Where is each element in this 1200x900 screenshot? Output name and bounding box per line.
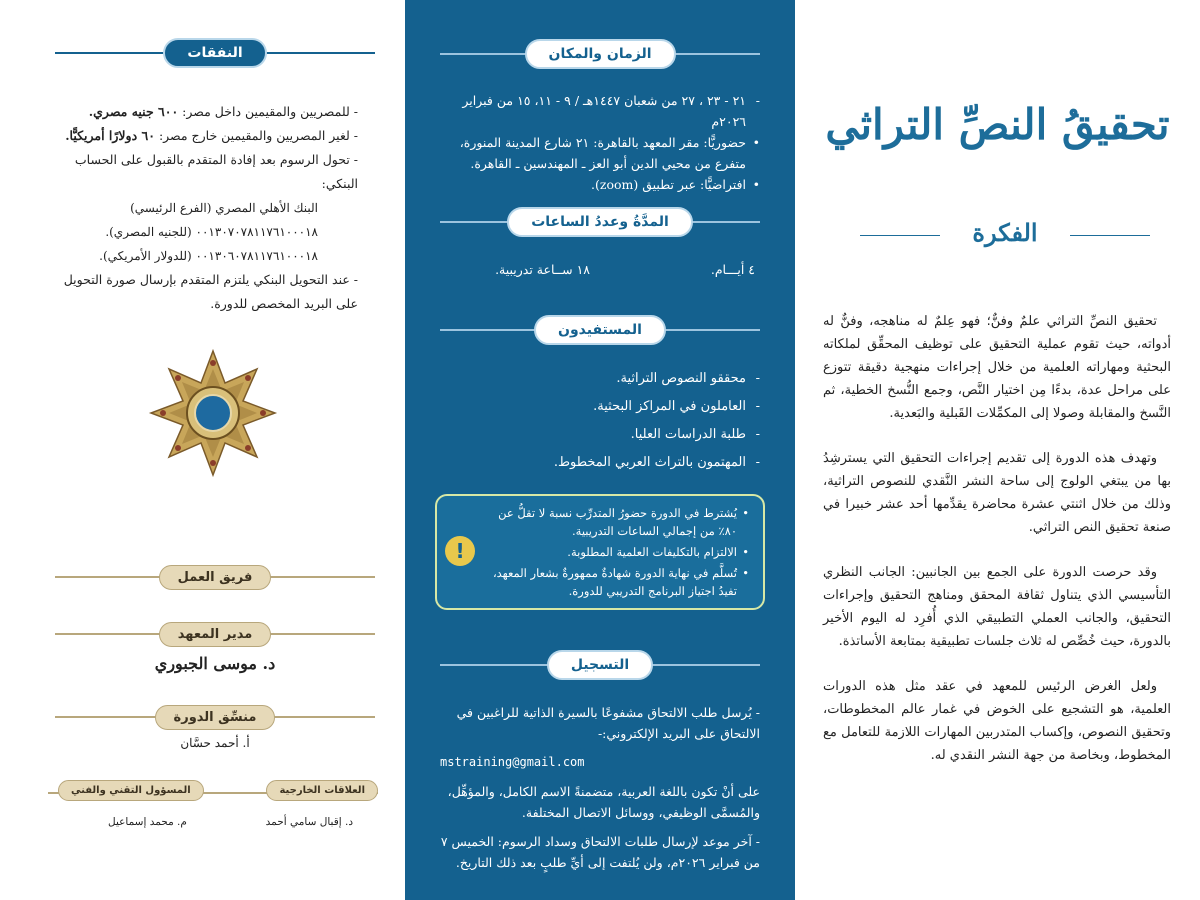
registration-line: - يُرسل طلب الالتحاق مشفوعًا بالسيرة الذاتية للراغبين في الالتحاق على البريد الإلكتروني:- bbox=[456, 705, 760, 741]
requirement-item: • يُشترط في الدورة حضورُ المتدرِّب نسبة لا تقلُّ عن ٨٠٪ من إجمالي الساعات التدريبية. bbox=[479, 504, 749, 540]
beneficiary-item: - طلبة الدراسات العليا. bbox=[440, 421, 760, 449]
external-relations-label: العلاقات الخارجية bbox=[266, 780, 378, 801]
fees-foreign-price: ٦٠ دولارًا أمريكيًّا. bbox=[65, 128, 155, 143]
coordinator-label: منسِّق الدورة bbox=[155, 705, 276, 730]
warning-icon: ! bbox=[445, 536, 475, 566]
duration-days: ٤ أيـــام. bbox=[710, 262, 755, 277]
cover-panel bbox=[795, 0, 1200, 900]
idea-paragraph: تحقيق النصِّ التراثي علمٌ وفنٌّ؛ فهو عِلمٌ له مناهجه، وفنٌّ له أدواته، حيث تقوم عملية التحقيق على توظيف المحقِّق لملكاته البحثية ومهاراته العلمية من خلال إجراءات منهجية دقيقة تتوزع على مراحل عدة، بدءًا مِن اختيار النَّص، وجمع النُّسخ الخطية، ثم النَّسخ والمقابلة وصولا إلى المكمِّلات القَبلية والبَعدية. bbox=[823, 314, 1171, 421]
duration-values bbox=[405, 262, 795, 284]
bank-name: البنك الأهلي المصري (الفرع الرئيسي) bbox=[130, 201, 318, 215]
team-heading-row bbox=[55, 560, 375, 594]
fees-transfer-line: - تحول الرسوم بعد إفادة المتقدم بالقبول على الحساب البنكي: bbox=[74, 152, 358, 191]
requirement-item: • تُسلَّم في نهاية الدورة شهادةٌ ممهورةٌ بشعار المعهد، تفيدُ اجتياز البرنامج التدريبي للدورة. bbox=[479, 564, 749, 600]
fees-egypt-label: - للمصريين والمقيمين داخل مصر: bbox=[182, 104, 358, 119]
beneficiary-item: - العاملون في المراكز البحثية. bbox=[440, 393, 760, 421]
fees-egypt-line bbox=[40, 100, 358, 124]
online-location: • افتراضيًّا: عبر تطبيق (zoom). bbox=[440, 174, 760, 195]
registration-email-link[interactable]: mstraining@gmail.com bbox=[440, 755, 585, 769]
requirement-item: • الالتزام بالتكليفات العلمية المطلوبة. bbox=[479, 543, 749, 561]
duration-heading: المدَّةُ وعددُ الساعات bbox=[507, 207, 693, 237]
course-dates: - ٢١ - ٢٣ ، ٢٧ من شعبان ١٤٤٧هـ / ٩ - ١١، ١٥ من فبراير ٢٠٢٦م bbox=[440, 90, 760, 132]
beneficiaries-section bbox=[405, 313, 795, 347]
director-heading-row bbox=[55, 617, 375, 651]
fees-heading-row bbox=[55, 36, 375, 70]
team-heading: فريق العمل bbox=[159, 565, 272, 590]
fees-list bbox=[40, 100, 358, 316]
bank-account-egp: ٠٠١٣٠٧٠٧٨١١٧٦١٠٠٠١٨ (للجنيه المصري). bbox=[105, 225, 318, 239]
director-name: د. موسى الجبوري bbox=[154, 654, 276, 673]
beneficiaries-list bbox=[440, 365, 760, 477]
registration-requirements: على أنْ تكون باللغة العربية، متضمنةً الاسم الكامل، والمؤهِّل، والمُسمَّى الوظيفي، ووسائل الاتصال المختلفة. bbox=[447, 784, 760, 820]
course-info-panel bbox=[405, 0, 795, 900]
course-title-text: تحقيقُ النصِّ التراثي bbox=[825, 100, 1170, 149]
requirements-notice-box bbox=[435, 494, 765, 610]
idea-paragraph: ولعل الغرض الرئيس للمعهد في عقد مثل هذه الدورات العلمية، هو التشجيع على الخوض في غمار عالم المخطوطات، وتحقيق النصوص، وإكساب المتدربين المهارات اللازمة للتعامل مع المخطوط، وبخاصة من جهة النشر النقدي له. bbox=[823, 679, 1171, 763]
staff-heading-row bbox=[48, 778, 378, 808]
staff-names-row bbox=[48, 816, 378, 836]
tech-officer-label: المسؤول التقني والفني bbox=[58, 780, 204, 801]
idea-heading-row bbox=[860, 218, 1150, 254]
idea-body bbox=[823, 310, 1171, 789]
external-relations-name: د. إقبال سامي أحمد bbox=[265, 816, 353, 828]
idea-heading: الفكرة bbox=[972, 218, 1038, 247]
director-label: مدير المعهد bbox=[159, 622, 272, 647]
fees-egypt-price: ٦٠٠ جنيه مصري. bbox=[88, 104, 179, 119]
coordinator-heading-row bbox=[55, 700, 375, 734]
fees-foreign-label: - لغير المصريين والمقيمين خارج مصر: bbox=[158, 128, 358, 143]
registration-section bbox=[405, 648, 795, 682]
duration-section bbox=[405, 205, 795, 239]
idea-paragraph: وتهدف هذه الدورة إلى تقديم إجراءات التحقيق التي يسترشِدُ بها من يبتغي الولوج إلى ساحة النشر النَّقدي للنصوص التراثية، وذلك من خلال اثنتي عشرة محاضرة يقدِّمها أحد عشر خبيرا في صنعة تحقيق النص التراثي. bbox=[823, 451, 1171, 535]
fees-heading: النفقات bbox=[163, 38, 266, 68]
onsite-location: • حضوريًّا: مقر المعهد بالقاهرة: ٢١ شارع المدينة المنورة، متفرع من محيي الدين أبو العز ـ المهندسين ـ القاهرة. bbox=[440, 132, 760, 174]
course-title bbox=[795, 100, 1200, 149]
tech-officer-name: م. محمد إسماعيل bbox=[108, 816, 187, 828]
fees-foreign-line bbox=[40, 124, 358, 148]
time-place-section bbox=[405, 37, 795, 71]
registration-heading: التسجيل bbox=[547, 650, 653, 680]
idea-paragraph: وقد حرصت الدورة على الجمع بين الجانبين: الجانب النظري التأسيسي الذي يتناول ثقافة المحقق ومناهج التحقيق وإجراءات التحقيق، والجانب العملي التطبيقي الذي أُفرِد له اليوم الأخير بالدورة، حيث خُصِّص له ثلاث جلسات تطبيقية بمتابعة الأساتذة. bbox=[823, 565, 1171, 649]
fees-transfer-note: - عند التحويل البنكي يلتزم المتقدم بإرسال صورة التحويل على البريد المخصص للدورة. bbox=[63, 272, 358, 311]
beneficiary-item: - محققو النصوص التراثية. bbox=[440, 365, 760, 393]
registration-deadline: - آخر موعد لإرسال طلبات الالتحاق وسداد الرسوم: الخميس ٧ من فبراير ٢٠٢٦م، ولن يُلتفت إلى أيِّ طلبٍ بعد ذلك التاريخ. bbox=[440, 834, 760, 870]
fees-team-panel bbox=[0, 0, 405, 900]
beneficiaries-heading: المستفيدون bbox=[534, 315, 666, 345]
coordinator-name: أ. أحمد حسَّان bbox=[180, 736, 250, 750]
islamic-rosette-ornament bbox=[148, 348, 278, 478]
registration-instructions bbox=[440, 702, 760, 744]
requirements-list bbox=[479, 504, 749, 603]
registration-text bbox=[440, 702, 760, 881]
time-place-list bbox=[440, 90, 760, 195]
duration-hours: ١٨ ســاعة تدريبية. bbox=[495, 262, 590, 277]
bank-account-usd: ٠٠١٣٠٦٠٧٨١١٧٦١٠٠٠١٨ (للدولار الأمريكي). bbox=[99, 249, 318, 263]
beneficiary-item: - المهتمون بالتراث العربي المخطوط. bbox=[440, 449, 760, 477]
time-place-heading: الزمان والمكان bbox=[525, 39, 676, 69]
